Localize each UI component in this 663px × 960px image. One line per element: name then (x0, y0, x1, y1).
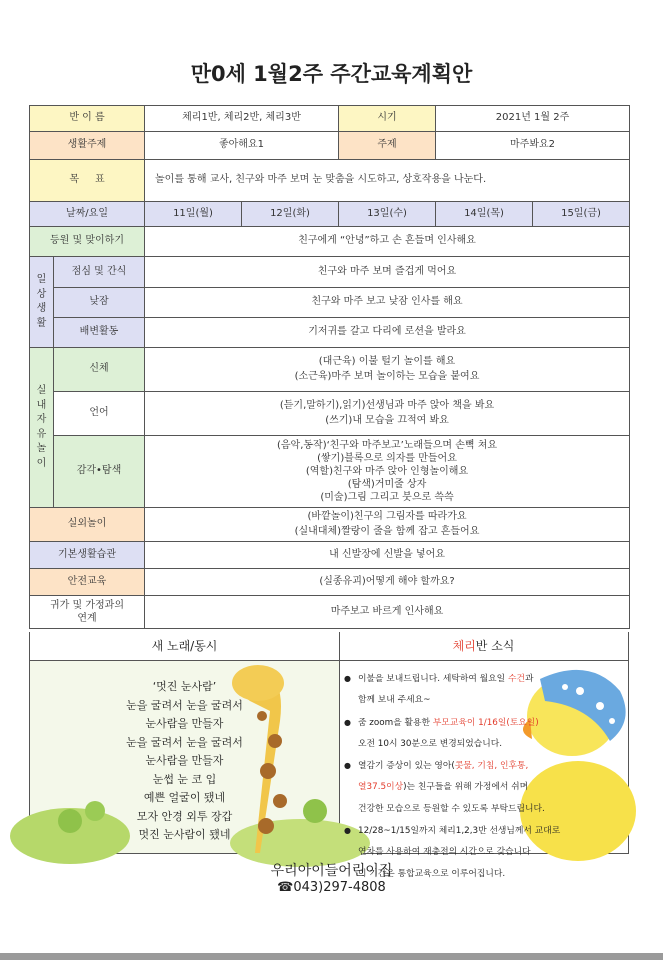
plan-table (29, 105, 630, 629)
language-value: (듣기,말하기),읽기)선생님과 마주 앉아 책을 봐요 (쓰기)내 모습을 끄적여 봐요 (145, 392, 630, 436)
toilet-value: 기저귀를 갈고 다리에 로션을 발라요 (145, 318, 630, 348)
news-header (339, 632, 628, 661)
days-row (30, 202, 630, 227)
meal-row (30, 257, 630, 288)
class-label: 반 이 름 (30, 106, 145, 132)
nap-value: 친구와 마주 보고 낮잠 인사를 해요 (145, 288, 630, 318)
goal-row (30, 160, 630, 202)
arrival-value: 친구에게 “안녕”하고 손 흔들며 인사해요 (145, 227, 630, 257)
song-line: 눈썹 눈 코 입 (152, 772, 217, 786)
goal-value: 놀이를 통해 교사, 친구와 마주 보며 눈 맞춤을 시도하고, 상호작용을 나눈다. (145, 160, 630, 202)
outdoor-value: (바깥놀이)친구의 그림자를 따라가요 (실내대체)짤랑이 줄을 함께 잡고 흔들어요 (145, 508, 630, 542)
kindergarten-name: 우리아이들어린이집 (270, 863, 393, 879)
news-item-cont: 열37.5이상)는 친구들을 위해 가정에서 쉬며 (358, 782, 529, 793)
news-item-cont: 함께 보내 주세요~ (358, 695, 431, 706)
meal-value: 친구와 마주 보며 즐겁게 먹어요 (145, 257, 630, 288)
arrival-row (30, 227, 630, 257)
song-line: 눈을 굴려서 눈을 굴려서 (126, 698, 243, 712)
safety-row (30, 569, 630, 596)
news-item-cont: 오전 10시 30분으로 변경되었습니다. (358, 738, 503, 749)
physical-label: 신체 (54, 348, 145, 392)
daily-life-group: 일 상 생 활 (30, 257, 54, 348)
topic-value: 마주봐요2 (436, 132, 630, 160)
song-line: 멋진 눈사람이 됐네 (138, 828, 231, 841)
day-fri: 15일(금) (533, 202, 630, 227)
habits-value: 내 신발장에 신발을 넣어요 (145, 542, 630, 569)
language-label: 언어 (54, 392, 145, 436)
meal-label: 점심 및 간식 (54, 257, 145, 288)
day-tue: 12일(화) (242, 202, 339, 227)
day-thu: 14일(목) (436, 202, 533, 227)
song-header: 새 노래/동시 (30, 632, 340, 661)
news-item: ● 12/28~1/15일까지 체리1,2,3반 선생님께서 교대로 (344, 820, 626, 842)
news-header-class: 체리 (452, 639, 476, 653)
news-item: ● 열감기 증상이 있는 영아(콧물, 기침, 인후통, (344, 755, 626, 777)
outdoor-row (30, 508, 630, 542)
period-label: 시기 (339, 106, 436, 132)
song-line: 눈을 굴려서 눈을 굴려서 (126, 735, 243, 749)
news-item: ● 이불을 보내드립니다. 세탁하여 월요일 수건과 (344, 668, 626, 690)
news-list (344, 668, 626, 885)
goal-label: 목 표 (30, 160, 145, 202)
habits-label: 기본생활습관 (30, 542, 145, 569)
news-panel (340, 661, 628, 879)
song-line: 예쁜 얼굴이 됐네 (143, 791, 226, 804)
news-item: ● 줌 zoom을 활용한 부모교육이 1/16일(토요일) (344, 712, 626, 734)
indoor-play-group: 실 내 자 유 놀 이 (30, 348, 54, 508)
life-theme-label: 생활주제 (30, 132, 145, 160)
nap-label: 낮잠 (54, 288, 145, 318)
bullet-icon: ● (344, 761, 351, 771)
period-value: 2021년 1월 2주 (436, 106, 630, 132)
song-panel (30, 661, 340, 853)
day-mon: 11일(월) (145, 202, 242, 227)
topic-label: 주제 (339, 132, 436, 160)
song-line: 눈사람을 만들자 (145, 754, 224, 767)
news-item-cont: 연차를 사용하여 재충전의 시간으로 갖습니다 (358, 847, 531, 858)
home-row (30, 596, 630, 629)
song-title: ‘멋진 눈사람’ (152, 680, 217, 693)
sensory-label: 감각•탐색 (54, 436, 145, 508)
bullet-icon: ● (344, 674, 351, 683)
news-header-text: 반 소식 (475, 639, 515, 653)
song-line: 모자 안경 외투 장갑 (136, 809, 233, 823)
home-label: 귀가 및 가정과의 연계 (30, 596, 145, 629)
news-item-cont: 건강한 모습으로 등원할 수 있도록 부탁드립니다. (358, 803, 545, 814)
safety-value: (실종유괴)어떻게 해야 할까요? (145, 569, 630, 596)
song-line: 눈사람을 만들자 (145, 717, 224, 730)
theme-row (30, 132, 630, 160)
home-value: 마주보고 바르게 인사해요 (145, 596, 630, 629)
class-value: 체리1반, 체리2반, 체리3반 (145, 106, 339, 132)
physical-row (30, 348, 630, 392)
life-theme-value: 좋아해요1 (145, 132, 339, 160)
news-item-cont: 이 기간은 통합교육으로 이루어집니다. (358, 868, 506, 879)
outdoor-label: 실외놀이 (30, 508, 145, 542)
days-label: 날짜/요일 (30, 202, 145, 227)
bullet-icon: ● (344, 826, 351, 836)
phone-number: ☎043)297-4808 (277, 880, 386, 895)
language-row (30, 392, 630, 436)
habits-row (30, 542, 630, 569)
safety-label: 안전교육 (30, 569, 145, 596)
nap-row (30, 288, 630, 318)
page-title: 만0세 1월2주 주간교육계획안 (190, 62, 473, 86)
sensory-row (30, 436, 630, 508)
day-wed: 13일(수) (339, 202, 436, 227)
class-row (30, 106, 630, 132)
toilet-label: 배변활동 (54, 318, 145, 348)
bottom-scrollbar[interactable] (0, 953, 663, 960)
arrival-label: 등원 및 맞이하기 (30, 227, 145, 257)
sensory-value: (음악,동작)‘친구와 마주보고’노래들으며 손뼉 쳐요 (쌓기)블록으로 의자를 만들어요 (역할)친구와 마주 앉아 인형놀이해요 (탐색)거미줄 상자 (미술)그림 그리고 붓으로 쓱쓱 (145, 436, 630, 508)
toilet-row (30, 318, 630, 348)
song-lyrics (30, 678, 339, 845)
bullet-icon: ● (344, 717, 351, 727)
physical-value: (대근육) 이불 털기 놀이를 해요 (소근육)마주 보며 놀이하는 모습을 붙여요 (145, 348, 630, 392)
